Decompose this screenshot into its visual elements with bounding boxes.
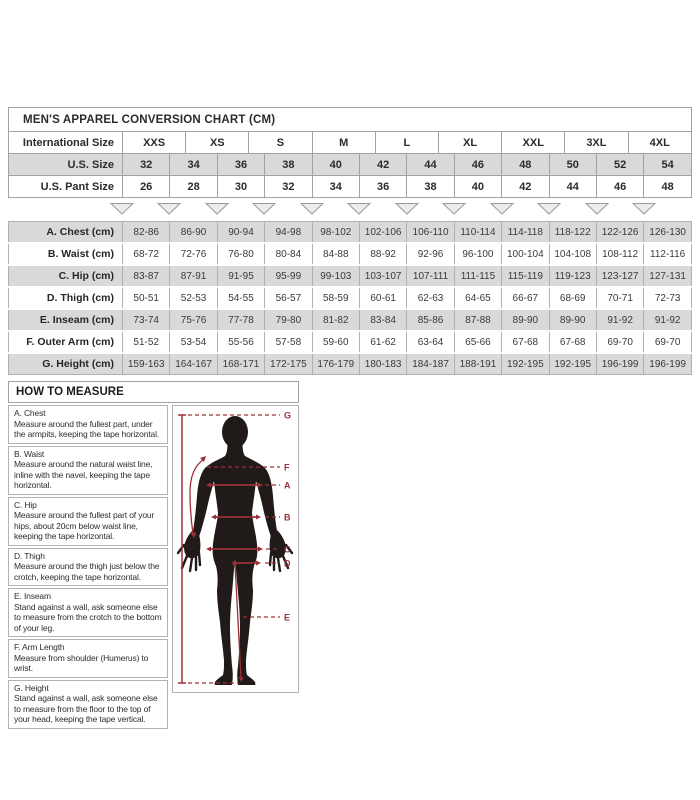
instruction-text: Measure around the thigh just below the crotch, keeping the tape horizontal. [14, 561, 160, 582]
international-size-cell: S [249, 132, 312, 154]
measurement-value-cell: 164-167 [170, 353, 217, 375]
down-arrow-icon [300, 202, 324, 215]
us-size-cell: 54 [644, 154, 692, 176]
measurement-value-cell: 66-67 [502, 287, 549, 309]
how-to-measure-title: HOW TO MEASURE [8, 381, 299, 403]
measurement-row [9, 309, 692, 331]
measurement-row-label: G. Height (cm) [9, 353, 123, 375]
us-size-cell: 38 [265, 154, 312, 176]
measurement-value-cell: 106-110 [407, 222, 454, 244]
us-pant-size-cell: 30 [217, 176, 264, 198]
down-arrow-icon [110, 202, 134, 215]
us-pant-size-cell: 36 [359, 176, 406, 198]
measurement-value-cell: 188-191 [454, 353, 501, 375]
measurement-value-cell: 85-86 [407, 309, 454, 331]
us-pant-size-cell: 48 [644, 176, 692, 198]
measurement-value-cell: 56-57 [265, 287, 312, 309]
measurement-value-cell: 126-130 [644, 222, 692, 244]
measurement-value-cell: 53-54 [170, 331, 217, 353]
measurement-value-cell: 68-69 [549, 287, 596, 309]
measurement-value-cell: 168-171 [217, 353, 264, 375]
arrow-slot [193, 202, 241, 217]
us-pant-size-cell: 46 [596, 176, 643, 198]
measurement-value-cell: 127-131 [644, 265, 692, 287]
measurement-value-cell: 110-114 [454, 222, 501, 244]
arrow-slot [573, 202, 621, 217]
down-arrow-icon [252, 202, 276, 215]
us-size-cell: 32 [123, 154, 170, 176]
us-size-cell: 34 [170, 154, 217, 176]
us-pant-size-label: U.S. Pant Size [9, 176, 123, 198]
arrow-slot [478, 202, 526, 217]
measurement-value-cell: 112-116 [644, 243, 692, 265]
measurement-value-cell: 100-104 [502, 243, 549, 265]
measurement-value-cell: 82-86 [123, 222, 170, 244]
international-size-cell: L [375, 132, 438, 154]
us-size-row [9, 154, 692, 176]
measurement-value-cell: 99-103 [312, 265, 359, 287]
measurement-value-cell: 90-94 [217, 222, 264, 244]
measurement-value-cell: 87-88 [454, 309, 501, 331]
instruction-label: C. Hip [14, 499, 37, 510]
down-arrow-icon [347, 202, 371, 215]
measurement-value-cell: 103-107 [359, 265, 406, 287]
arrow-slot [431, 202, 479, 217]
instruction-label: D. Thigh [14, 550, 45, 561]
us-pant-size-cell: 42 [502, 176, 549, 198]
measurement-value-cell: 88-92 [359, 243, 406, 265]
arrow-slot [146, 202, 194, 217]
label-f: F [284, 462, 290, 473]
measurement-value-cell: 159-163 [123, 353, 170, 375]
how-to-measure-body [8, 405, 299, 731]
measurement-row-label: C. Hip (cm) [9, 265, 123, 287]
measurement-value-cell: 83-87 [123, 265, 170, 287]
measurement-value-cell: 114-118 [502, 222, 549, 244]
measurement-value-cell: 172-175 [265, 353, 312, 375]
us-pant-size-cell: 44 [549, 176, 596, 198]
measurement-value-cell: 77-78 [217, 309, 264, 331]
measurement-value-cell: 62-63 [407, 287, 454, 309]
down-arrow-icon [537, 202, 561, 215]
measurement-value-cell: 122-126 [596, 222, 643, 244]
measurement-value-cell: 196-199 [644, 353, 692, 375]
measurement-row-label: A. Chest (cm) [9, 222, 123, 244]
measurement-value-cell: 192-195 [502, 353, 549, 375]
arrow-slot [336, 202, 384, 217]
measurement-value-cell: 94-98 [265, 222, 312, 244]
us-pant-size-cell: 26 [123, 176, 170, 198]
instruction-label: A. Chest [14, 408, 46, 418]
measurement-value-cell: 51-52 [123, 331, 170, 353]
measurement-value-cell: 57-58 [265, 331, 312, 353]
measurement-value-cell: 123-127 [596, 265, 643, 287]
instruction-text: Stand against a wall, ask someone else to measure from the crotch to the bottom of your leg. [14, 601, 162, 633]
international-size-label: International Size [9, 132, 123, 154]
us-size-cell: 42 [359, 154, 406, 176]
measurement-row-label: D. Thigh (cm) [9, 287, 123, 309]
measurement-value-cell: 55-56 [217, 331, 264, 353]
down-arrow-icon [205, 202, 229, 215]
measurement-value-cell: 91-92 [644, 309, 692, 331]
us-pant-size-cell: 28 [170, 176, 217, 198]
measurement-value-cell: 63-64 [407, 331, 454, 353]
instruction-text: Measure around the natural waist line, inline with the navel, keeping the tape horizontal. [14, 459, 153, 490]
measurement-value-cell: 67-68 [549, 331, 596, 353]
label-d: D [284, 558, 291, 569]
label-b: B [284, 512, 291, 523]
down-arrow-icon [632, 202, 656, 215]
measurement-value-cell: 92-96 [407, 243, 454, 265]
measurement-value-cell: 80-84 [265, 243, 312, 265]
measurement-value-cell: 83-84 [359, 309, 406, 331]
measurement-value-cell: 84-88 [312, 243, 359, 265]
measure-instruction-item [8, 497, 168, 546]
us-size-cell: 44 [407, 154, 454, 176]
measure-instruction-item [8, 680, 168, 729]
measurement-value-cell: 69-70 [596, 331, 643, 353]
measurement-value-cell: 59-60 [312, 331, 359, 353]
us-size-label: U.S. Size [9, 154, 123, 176]
international-size-cell: M [312, 132, 375, 154]
instruction-label: E. Inseam [14, 591, 51, 601]
us-size-cell: 40 [312, 154, 359, 176]
measurement-row [9, 222, 692, 244]
arrow-slot [288, 202, 336, 217]
measurement-value-cell: 76-80 [217, 243, 264, 265]
measurements-table [8, 221, 692, 375]
measurement-value-cell: 89-90 [502, 309, 549, 331]
us-pant-size-cell: 34 [312, 176, 359, 198]
measurement-value-cell: 68-72 [123, 243, 170, 265]
measurement-value-cell: 81-82 [312, 309, 359, 331]
international-size-cell: XXL [502, 132, 565, 154]
measurement-value-cell: 184-187 [407, 353, 454, 375]
measure-instruction-item [8, 639, 168, 678]
measurement-value-cell: 61-62 [359, 331, 406, 353]
body-measurement-figure [173, 406, 298, 692]
measurement-value-cell: 96-100 [454, 243, 501, 265]
measurement-value-cell: 192-195 [549, 353, 596, 375]
measurement-value-cell: 104-108 [549, 243, 596, 265]
measurement-row [9, 265, 692, 287]
us-pant-size-cell: 38 [407, 176, 454, 198]
measurement-value-cell: 72-76 [170, 243, 217, 265]
measurement-value-cell: 176-179 [312, 353, 359, 375]
measurement-row-label: E. Inseam (cm) [9, 309, 123, 331]
instruction-text: Measure around the fullest part of your hips, about 20cm below waist line, keeping the tape horizontal. [14, 510, 155, 541]
instruction-label: B. Waist [14, 448, 45, 459]
measurement-value-cell: 115-119 [502, 265, 549, 287]
arrow-slot [98, 202, 146, 217]
us-pant-size-row [9, 176, 692, 198]
measurement-value-cell: 73-74 [123, 309, 170, 331]
measurement-row [9, 287, 692, 309]
measurement-row-label: B. Waist (cm) [9, 243, 123, 265]
measurement-diagram [172, 405, 299, 693]
measurement-value-cell: 180-183 [359, 353, 406, 375]
how-to-measure-section [8, 381, 299, 731]
measure-instruction-item [8, 588, 168, 637]
measurement-value-cell: 79-80 [265, 309, 312, 331]
international-size-cell: 3XL [565, 132, 628, 154]
down-arrow-icon [395, 202, 419, 215]
measurement-value-cell: 102-106 [359, 222, 406, 244]
measure-instructions-list [8, 405, 168, 731]
arrow-slot [621, 202, 669, 217]
arrow-slot [241, 202, 289, 217]
measurement-value-cell: 98-102 [312, 222, 359, 244]
measurement-value-cell: 91-95 [217, 265, 264, 287]
measure-instruction-item [8, 548, 168, 587]
measurement-value-cell: 70-71 [596, 287, 643, 309]
us-size-cell: 36 [217, 154, 264, 176]
us-size-cell: 52 [596, 154, 643, 176]
us-pant-size-cell: 40 [454, 176, 501, 198]
measurement-value-cell: 89-90 [549, 309, 596, 331]
international-size-cell: XS [186, 132, 249, 154]
measurement-value-cell: 111-115 [454, 265, 501, 287]
measurement-value-cell: 69-70 [644, 331, 692, 353]
chart-title-row [9, 108, 692, 132]
down-arrow-icon [490, 202, 514, 215]
us-size-cell: 48 [502, 154, 549, 176]
measurement-value-cell: 65-66 [454, 331, 501, 353]
measurement-value-cell: 60-61 [359, 287, 406, 309]
measurement-value-cell: 118-122 [549, 222, 596, 244]
us-size-cell: 46 [454, 154, 501, 176]
diagram-letter-labels [284, 411, 291, 623]
chart-title: MEN'S APPAREL CONVERSION CHART (CM) [9, 108, 692, 132]
down-arrow-icon [157, 202, 181, 215]
measure-instruction-item [8, 405, 168, 444]
down-arrow-icon [442, 202, 466, 215]
measurement-value-cell: 87-91 [170, 265, 217, 287]
measurement-value-cell: 50-51 [123, 287, 170, 309]
measurements-tbody [9, 222, 692, 375]
measurement-value-cell: 67-68 [502, 331, 549, 353]
measurement-value-cell: 196-199 [596, 353, 643, 375]
instruction-text: Measure from shoulder (Humerus) to wrist. [14, 652, 149, 673]
measurement-value-cell: 119-123 [549, 265, 596, 287]
international-size-cell: 4XL [628, 132, 692, 154]
measurement-row [9, 353, 692, 375]
measurement-value-cell: 107-111 [407, 265, 454, 287]
arrow-slot [526, 202, 574, 217]
label-g: G [284, 410, 292, 421]
measurement-value-cell: 52-53 [170, 287, 217, 309]
instruction-label: F. Arm Length [14, 642, 65, 652]
instruction-text: Measure around the fullest part, under the armpits, keeping the tape horizontal. [14, 418, 160, 439]
us-pant-size-cell: 32 [265, 176, 312, 198]
measurement-value-cell: 58-59 [312, 287, 359, 309]
measurement-value-cell: 64-65 [454, 287, 501, 309]
measurement-value-cell: 72-73 [644, 287, 692, 309]
conversion-chart-table [8, 107, 692, 198]
measurement-row-label: F. Outer Arm (cm) [9, 331, 123, 353]
measurement-row [9, 243, 692, 265]
measurement-value-cell: 108-112 [596, 243, 643, 265]
male-silhouette-icon [178, 416, 292, 685]
measurement-value-cell: 91-92 [596, 309, 643, 331]
instruction-label: G. Height [14, 682, 49, 693]
international-size-cell: XL [438, 132, 501, 154]
international-size-cell: XXS [123, 132, 186, 154]
chart-area [8, 107, 692, 731]
measurement-value-cell: 54-55 [217, 287, 264, 309]
label-c: C [284, 544, 291, 555]
us-size-cell: 50 [549, 154, 596, 176]
measurement-row [9, 331, 692, 353]
instruction-text: Stand against a wall, ask someone else to measure from the floor to the top of your head, keeping the tape vertical. [14, 693, 158, 724]
down-arrow-icon [585, 202, 609, 215]
label-e: E [284, 612, 291, 623]
measure-instruction-item [8, 446, 168, 495]
column-arrows-row [98, 202, 692, 217]
label-a: A [284, 480, 291, 491]
measurement-value-cell: 86-90 [170, 222, 217, 244]
international-size-row [9, 132, 692, 154]
measurement-value-cell: 75-76 [170, 309, 217, 331]
arrow-slot [383, 202, 431, 217]
measurement-value-cell: 95-99 [265, 265, 312, 287]
